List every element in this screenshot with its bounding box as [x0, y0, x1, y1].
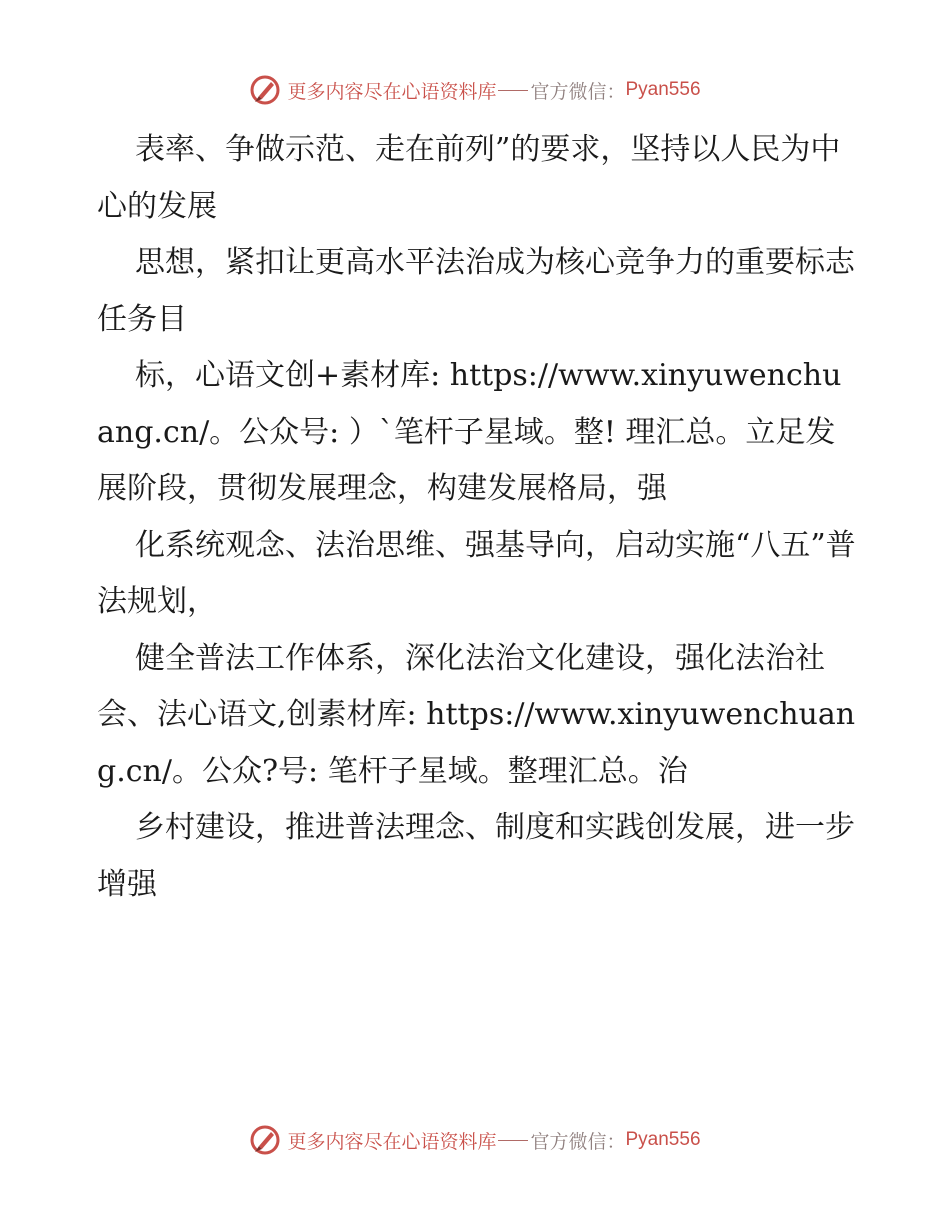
paragraph-5: 健全普法工作体系，深化法治文化建设，强化法治社会、法心语文,创素材库: https://www.xinyuwenchuang.cn/。公众?号: 笔杆子星域。整理汇总。治 — [97, 640, 856, 789]
header-banner — [0, 70, 950, 110]
footer-banner-divider — [498, 1140, 528, 1141]
paragraph-4: 化系统观念、法治思维、强基导向，启动实施“八五”普法规划， — [97, 527, 856, 619]
paragraph-3: 标，心语文创+素材库: https://www.xinyuwenchuang.cn/。公众号: ）`笔杆子星域。整! 理汇总。立足发展阶段，贯彻发展理念，构建发展格局，强 — [97, 358, 842, 506]
footer-banner-label: 官方微信： — [530, 1130, 626, 1153]
header-banner-text: 更多内容尽在心语资料库 — [287, 80, 497, 103]
pen-nib-logo-icon — [249, 74, 281, 106]
header-banner-account: Pyan556 — [625, 79, 701, 100]
header-banner-label: 官方微信： — [530, 80, 626, 103]
footer-banner-text: 更多内容尽在心语资料库 — [287, 1130, 497, 1153]
pen-nib-logo-icon — [249, 1124, 281, 1156]
paragraph-1: 表率、争做示范、走在前列”的要求，坚持以人民为中心的发展 — [97, 132, 841, 224]
header-banner-divider — [498, 90, 528, 91]
paragraph-6: 乡村建设，推进普法理念、制度和实践创发展，进一步增强 — [97, 810, 855, 902]
document-body — [97, 122, 857, 913]
paragraph-2: 思想，紧扣让更高水平法治成为核心竞争力的重要标志任务目 — [97, 245, 855, 337]
footer-banner — [0, 1120, 950, 1160]
footer-banner-account: Pyan556 — [625, 1129, 701, 1150]
